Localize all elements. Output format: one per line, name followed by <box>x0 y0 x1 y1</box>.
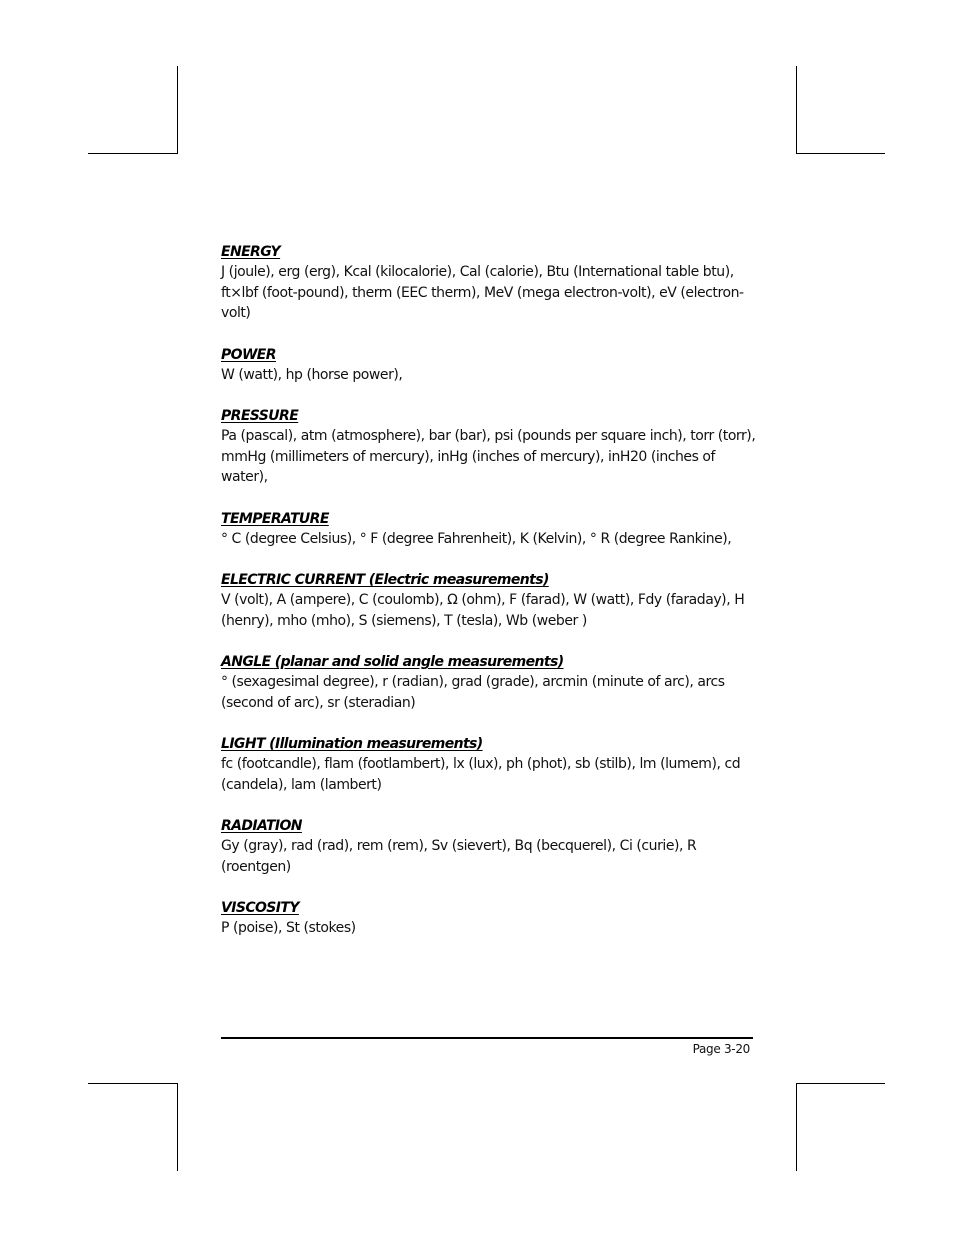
section-body: Pa (pascal), atm (atmosphere), bar (bar), psi (pounds per square inch), torr (torr), mmHg (millimeters of mercury), inHg (inches of mercury), inH20 (inches of water), <box>221 428 756 485</box>
section-body: ° C (degree Celsius), ° F (degree Fahrenheit), K (Kelvin), ° R (degree Rankine), <box>221 530 732 547</box>
crop-mark-top-right-horizontal <box>796 153 885 154</box>
section-power <box>221 345 761 386</box>
section-radiation <box>221 816 761 877</box>
crop-mark-top-right-vertical <box>796 66 797 154</box>
section-body: W (watt), hp (horse power), <box>221 366 403 383</box>
section-body: J (joule), erg (erg), Kcal (kilocalorie), Cal (calorie), Btu (International table btu), ft×lbf (foot-pound), therm (EEC therm), MeV (mega electron-volt), eV (electron-volt) <box>221 264 744 321</box>
section-electric-current <box>221 570 761 631</box>
page-number: Page 3-20 <box>692 1042 750 1056</box>
section-body: ° (sexagesimal degree), r (radian), grad (grade), arcmin (minute of arc), arcs (second of arc), sr (steradian) <box>221 674 725 711</box>
section-heading: ELECTRIC CURRENT (Electric measurements) <box>221 572 549 588</box>
section-body: Gy (gray), rad (rad), rem (rem), Sv (sievert), Bq (becquerel), Ci (curie), R (roentgen) <box>221 838 697 875</box>
crop-mark-bottom-left-vertical <box>177 1083 178 1171</box>
section-heading: POWER <box>221 346 276 363</box>
section-heading: VISCOSITY <box>221 900 299 916</box>
section-heading: RADIATION <box>221 818 302 834</box>
section-energy <box>221 242 761 324</box>
footer-rule <box>221 1037 753 1039</box>
section-light <box>221 734 761 795</box>
section-pressure <box>221 406 761 488</box>
section-body: V (volt), A (ampere), C (coulomb), Ω (ohm), F (farad), W (watt), Fdy (faraday), H (henry), mho (mho), S (siemens), T (tesla), Wb (weber ) <box>221 592 745 629</box>
section-heading: ANGLE (planar and solid angle measurements) <box>221 654 564 670</box>
section-body: P (poise), St (stokes) <box>221 920 356 936</box>
section-body: fc (footcandle), flam (footlambert), lx (lux), ph (phot), sb (stilb), lm (lumem), cd (candela), lam (lambert) <box>221 756 741 793</box>
section-heading: TEMPERATURE <box>221 510 329 527</box>
section-viscosity <box>221 898 761 939</box>
section-temperature <box>221 509 761 550</box>
crop-mark-top-left-horizontal <box>88 153 177 154</box>
section-heading: LIGHT (Illumination measurements) <box>221 736 483 752</box>
section-angle <box>221 652 761 713</box>
section-heading: PRESSURE <box>221 408 299 424</box>
crop-mark-bottom-right-horizontal <box>796 1083 885 1084</box>
crop-mark-bottom-left-horizontal <box>88 1083 177 1084</box>
crop-mark-top-left-vertical <box>177 66 178 154</box>
crop-mark-bottom-right-vertical <box>796 1083 797 1171</box>
section-heading: ENERGY <box>221 244 281 260</box>
unit-categories-list <box>221 242 761 960</box>
